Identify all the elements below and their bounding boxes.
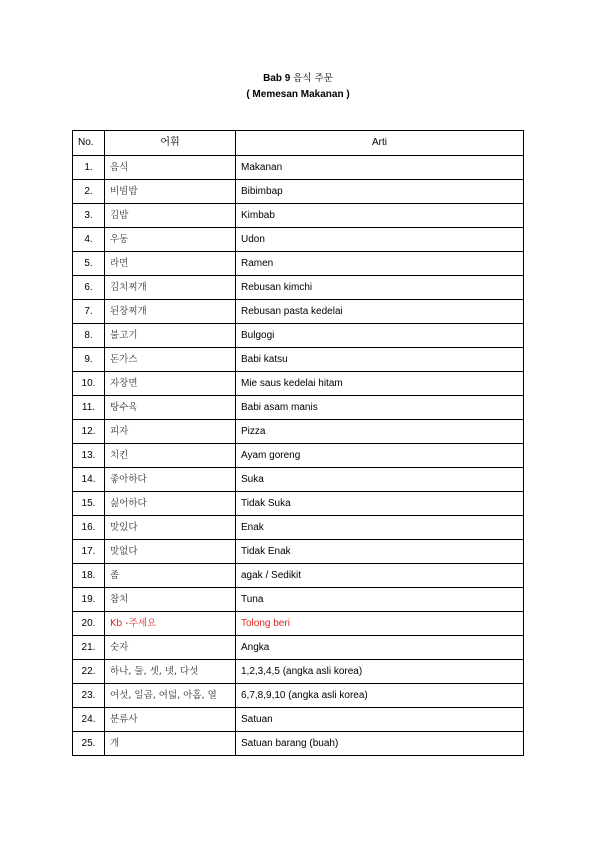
row-number: 20.	[73, 612, 105, 636]
title-line-1	[0, 71, 596, 87]
row-word: 된장찌개	[105, 300, 236, 324]
row-number: 4.	[73, 228, 105, 252]
table-row	[73, 324, 524, 348]
row-meaning: Kimbab	[236, 204, 524, 228]
row-number: 23.	[73, 684, 105, 708]
table-row	[73, 444, 524, 468]
row-meaning: Tolong beri	[236, 612, 524, 636]
table-row	[73, 684, 524, 708]
row-meaning: Bibimbap	[236, 180, 524, 204]
row-number: 12.	[73, 420, 105, 444]
header-meaning: Arti	[236, 131, 524, 156]
row-word: 탕수육	[105, 396, 236, 420]
row-number: 2.	[73, 180, 105, 204]
row-number: 8.	[73, 324, 105, 348]
row-word: 개	[105, 732, 236, 756]
row-meaning: 6,7,8,9,10 (angka asli korea)	[236, 684, 524, 708]
row-word: 치킨	[105, 444, 236, 468]
table-row	[73, 516, 524, 540]
row-meaning: Udon	[236, 228, 524, 252]
row-meaning: Tidak Suka	[236, 492, 524, 516]
row-word: 맛있다	[105, 516, 236, 540]
row-word: 참치	[105, 588, 236, 612]
row-number: 13.	[73, 444, 105, 468]
table-row	[73, 708, 524, 732]
row-number: 3.	[73, 204, 105, 228]
row-meaning: Makanan	[236, 156, 524, 180]
row-word: 싫어하다	[105, 492, 236, 516]
row-meaning: Rebusan kimchi	[236, 276, 524, 300]
table-row	[73, 252, 524, 276]
row-meaning: Tuna	[236, 588, 524, 612]
row-number: 21.	[73, 636, 105, 660]
table-row	[73, 300, 524, 324]
row-word: 여섯, 일곱, 여덟, 아홉, 열	[105, 684, 236, 708]
table-row	[73, 636, 524, 660]
row-word: 맛없다	[105, 540, 236, 564]
row-word: 좀	[105, 564, 236, 588]
table-row	[73, 468, 524, 492]
row-word: 비빔밥	[105, 180, 236, 204]
table-row	[73, 564, 524, 588]
row-meaning: Pizza	[236, 420, 524, 444]
header-word: 어휘	[105, 131, 236, 156]
row-meaning: Babi asam manis	[236, 396, 524, 420]
row-number: 9.	[73, 348, 105, 372]
chapter-korean-title: 음식 주문	[293, 73, 333, 84]
row-number: 19.	[73, 588, 105, 612]
row-word: 김치찌개	[105, 276, 236, 300]
table-row	[73, 156, 524, 180]
row-word: 돈가스	[105, 348, 236, 372]
table-row	[73, 180, 524, 204]
row-number: 24.	[73, 708, 105, 732]
table-row	[73, 396, 524, 420]
table-row-highlighted	[73, 612, 524, 636]
row-number: 17.	[73, 540, 105, 564]
row-meaning: Ramen	[236, 252, 524, 276]
row-number: 6.	[73, 276, 105, 300]
row-word: 자장면	[105, 372, 236, 396]
table-row	[73, 228, 524, 252]
table-row	[73, 276, 524, 300]
row-number: 25.	[73, 732, 105, 756]
header-no: No.	[73, 131, 105, 156]
row-number: 1.	[73, 156, 105, 180]
row-meaning: Suka	[236, 468, 524, 492]
row-number: 22.	[73, 660, 105, 684]
table-row	[73, 372, 524, 396]
table-row	[73, 348, 524, 372]
row-word: Kb -주세요	[105, 612, 236, 636]
table-row	[73, 420, 524, 444]
row-number: 10.	[73, 372, 105, 396]
row-number: 18.	[73, 564, 105, 588]
row-meaning: Rebusan pasta kedelai	[236, 300, 524, 324]
row-meaning: Tidak Enak	[236, 540, 524, 564]
row-word: 김밥	[105, 204, 236, 228]
row-number: 16.	[73, 516, 105, 540]
table-row	[73, 540, 524, 564]
row-word: 분류사	[105, 708, 236, 732]
row-meaning: agak / Sedikit	[236, 564, 524, 588]
row-word: 우동	[105, 228, 236, 252]
row-word: 피자	[105, 420, 236, 444]
row-word: 음식	[105, 156, 236, 180]
table-row	[73, 492, 524, 516]
table-row	[73, 660, 524, 684]
vocabulary-table	[72, 130, 524, 756]
row-number: 15.	[73, 492, 105, 516]
row-number: 11.	[73, 396, 105, 420]
row-meaning: Enak	[236, 516, 524, 540]
row-word: 불고기	[105, 324, 236, 348]
table-row	[73, 732, 524, 756]
row-number: 14.	[73, 468, 105, 492]
row-number: 7.	[73, 300, 105, 324]
row-meaning: Angka	[236, 636, 524, 660]
row-word: 라면	[105, 252, 236, 276]
row-meaning: 1,2,3,4,5 (angka asli korea)	[236, 660, 524, 684]
row-meaning: Mie saus kedelai hitam	[236, 372, 524, 396]
row-meaning: Satuan	[236, 708, 524, 732]
row-word: 좋아하다	[105, 468, 236, 492]
row-meaning: Bulgogi	[236, 324, 524, 348]
chapter-label: Bab 9	[263, 73, 291, 84]
chapter-subtitle: ( Memesan Makanan )	[246, 89, 350, 100]
table-header-row	[73, 131, 524, 156]
title-line-2	[0, 87, 596, 103]
row-word: 하나, 둘, 셋, 넷, 다섯	[105, 660, 236, 684]
row-word: 숫자	[105, 636, 236, 660]
row-number: 5.	[73, 252, 105, 276]
table-row	[73, 588, 524, 612]
row-meaning: Satuan barang (buah)	[236, 732, 524, 756]
row-meaning: Ayam goreng	[236, 444, 524, 468]
table-row	[73, 204, 524, 228]
row-meaning: Babi katsu	[236, 348, 524, 372]
document-title	[0, 71, 596, 103]
